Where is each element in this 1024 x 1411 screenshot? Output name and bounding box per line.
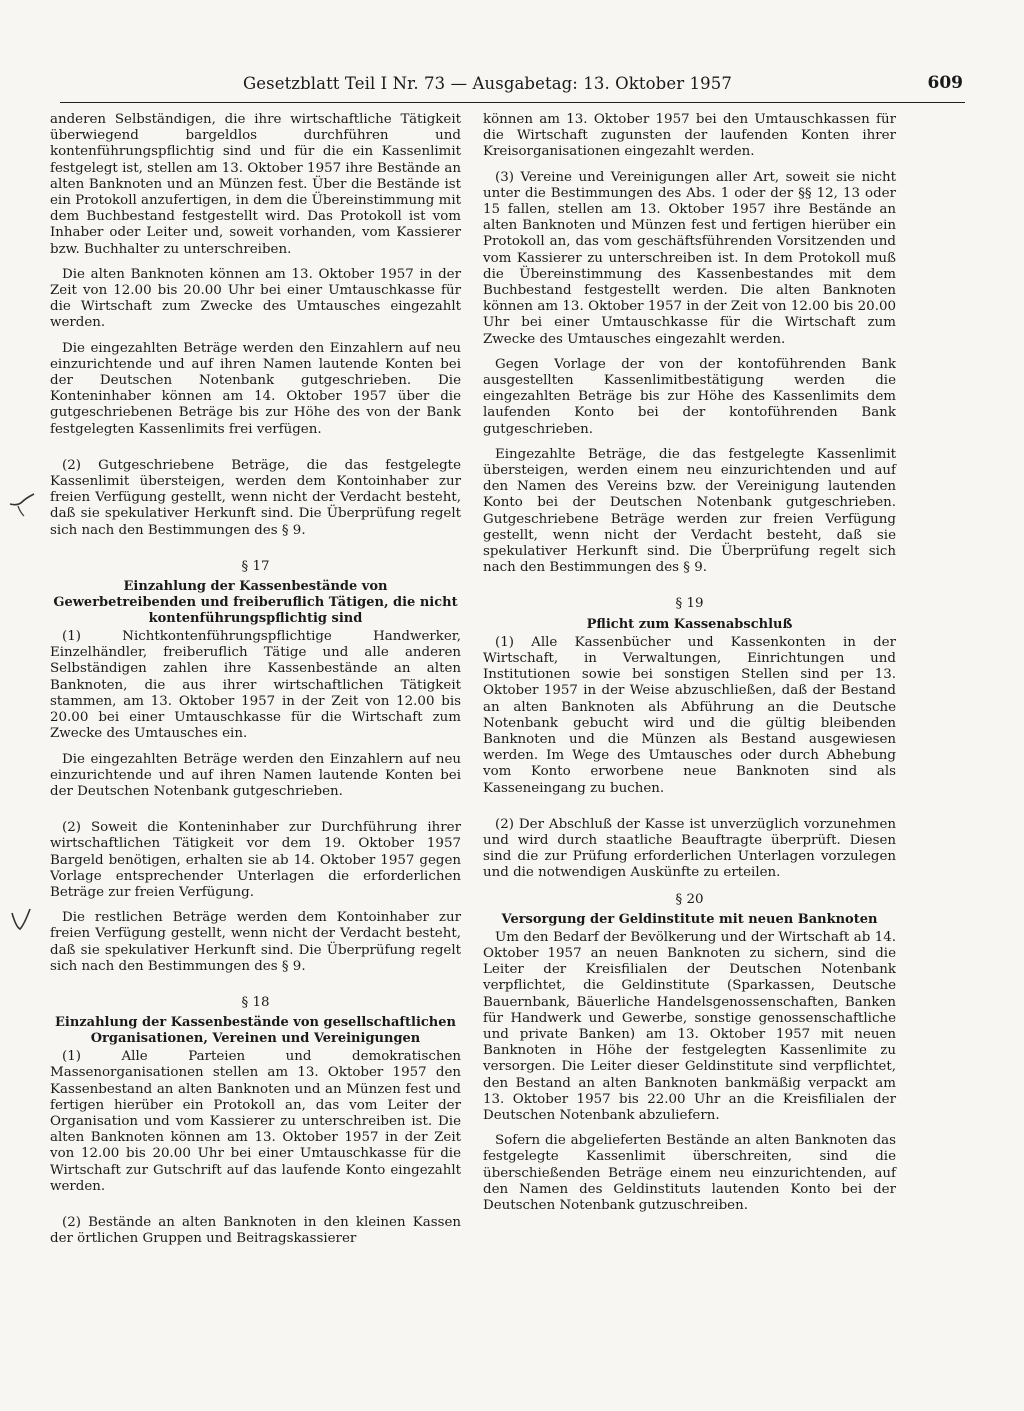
paragraph: (1) Nichtkontenführungspflichtige Handwerker, Einzelhändler, freiberuflich Tätige und alle anderen Selbständigen zahlen ihre Kassenbestände an alten Banknoten, die aus ihrer wirtschaftlichen Tätigkeit stammen, am 13. Oktober 1957 in der Zeit von 12.00 bis 20.00 bei einer Umtauschkasse für die Wirtschaft zum Zwecke des Umtausches ein. [50,629,461,742]
section-number: § 19 [675,596,704,612]
paragraph: (2) Der Abschluß der Kasse ist unverzüglich vorzunehmen und wird durch staatliche Beauftragte überprüft. Diesen sind die zur Prüfung erforderlichen Unterlagen vorzulegen und die notwendigen Auskünfte zu erteilen. [483,816,896,881]
right-column [483,112,896,1223]
paragraph: Die eingezahlten Beträge werden den Einzahlern auf neu einzurichtende und auf ihren Namen lautende Konten bei der Deutschen Notenbank gutgeschrieben. Die Konteninhaber können am 14. Oktober 1957 über die gutgeschriebenen Beträge bis zur Höhe des von der Bank festgelegten Kassenlimits frei verfügen. [50,340,461,437]
paragraph: Um den Bedarf der Bevölkerung und der Wirtschaft ab 14. Oktober 1957 an neuen Banknoten zu sichern, sind die Leiter der Kreisfilialen der Deutschen Notenbank verpflichtet, die Geldinstitute (Sparkassen, Deutsche Bauernbank, Bäuerliche Handelsgenossenschaften, Banken für Handwerk und Gewerbe, sonstige genossenschaftliche und private Banken) am 13. Oktober 1957 mit neuen Banknoten in Höhe der festgelegten Kassenlimite zu versorgen. Die Leiter dieser Geldinstitute sind verpflichtet, den Bestand an alten Banknoten bankmäßig verpackt am 13. Oktober 1957 bis 22.00 Uhr an die Kreisfilialen der Deutschen Notenbank abzuliefern. [483,929,896,1123]
margin-check-mark-icon [8,492,36,520]
paragraph: Eingezahlte Beträge, die das festgelegte Kassenlimit übersteigen, werden einem neu einzurichtenden und auf den Namen des Vereins bzw. der Vereinigung lautenden Konto bei der Deutschen Notenbank gutgeschrieben. Gutgeschriebene Beträge werden zur freien Verfügung gestellt, wenn nicht der Verdacht besteht, daß sie spekulativer Herkunft sind. Die Überprüfung regelt sich nach den Bestimmungen des § 9. [483,446,896,576]
left-column [50,112,461,1256]
header-title: Gesetzblatt Teil I Nr. 73 — Ausgabetag: 13. Oktober 1957 [243,74,732,93]
paragraph: (3) Vereine und Vereinigungen aller Art, soweit sie nicht unter die Bestimmungen des Abs. 1 oder der §§ 12, 13 oder 15 fallen, stellen am 13. Oktober 1957 ihre Bestände an alten Banknoten und Münzen fest und fertigen hierüber ein Protokoll an, das vom geschäftsführenden Vorsitzenden und vom Kassierer zu unterschreiben ist. In dem Protokoll muß die Übereinstimmung des Kassenbestandes mit dem Buchbestand festgestellt werden. Die alten Banknoten können am 13. Oktober 1957 in der Zeit von 12.00 bis 20.00 Uhr bei einer Umtauschkasse für die Wirtschaft zum Zwecke des Umtausches eingezahlt werden. [483,169,896,347]
paragraph: (1) Alle Parteien und demokratischen Massenorganisationen stellen am 13. Oktober 1957 den Kassenbestand an alten Banknoten und an Münzen fest und fertigen hierüber ein Protokoll an, das vom Leiter der Organisation und vom Kassierer zu unterschreiben ist. Die alten Banknoten können am 13. Oktober 1957 in der Zeit von 12.00 bis 20.00 Uhr bei einer Umtauschkasse für die Wirtschaft zur Gutschrift auf das laufende Konto eingezahlt werden. [50,1049,461,1194]
section-number: § 18 [241,994,270,1010]
paragraph: Die alten Banknoten können am 13. Oktober 1957 in der Zeit von 12.00 bis 20.00 Uhr bei einer Umtauschkasse für die Wirtschaft zum Zwecke des Umtausches eingezahlt werden. [50,266,461,331]
paragraph: Die eingezahlten Beträge werden den Einzahlern auf neu einzurichtende und auf ihren Namen lautende Konten bei der Deutschen Notenbank gutgeschrieben. [50,751,461,799]
section-number: § 20 [675,891,704,907]
paragraph: Gegen Vorlage der von der kontoführenden Bank ausgestellten Kassenlimitbestätigung werden die eingezahlten Beträge bis zur Höhe des Kassenlimits dem laufenden Konto bei der kontoführenden Bank gutgeschrieben. [483,356,896,437]
page-header [60,72,965,103]
paragraph: anderen Selbständigen, die ihre wirtschaftliche Tätigkeit überwiegend bargeldlos durchführen und kontenführungspflichtig sind und für die ein Kassenlimit festgelegt ist, stellen am 13. Oktober 1957 ihre Bestände an alten Banknoten und an Münzen fest. Über die Bestände ist ein Protokoll anzufertigen, in dem die Übereinstimmung mit dem Buchbestand festgestellt wird. Das Protokoll ist vom Inhaber oder Leiter und, soweit vorhanden, vom Kassierer bzw. Buchhalter zu unterschreiben. [50,112,461,257]
page-number: 609 [927,73,963,93]
margin-check-mark-icon [8,905,36,933]
section-heading: Einzahlung der Kassenbestände von Gewerbetreibenden und freiberuflich Tätigen, die nicht kontenführungspflichtig sind [53,579,458,627]
section-heading: Pflicht zum Kassenabschluß [586,616,793,632]
paragraph: (2) Bestände an alten Banknoten in den kleinen Kassen der örtlichen Gruppen und Beitragskassierer [50,1214,461,1247]
section-heading: Versorgung der Geldinstitute mit neuen Banknoten [501,911,878,927]
paragraph: können am 13. Oktober 1957 bei den Umtauschkassen für die Wirtschaft zugunsten der laufenden Konten ihrer Kreisorganisationen eingezahlt werden. [483,112,896,160]
section-number: § 17 [241,558,270,574]
paragraph: Die restlichen Beträge werden dem Kontoinhaber zur freien Verfügung gestellt, wenn nicht der Verdacht besteht, daß sie spekulativer Herkunft sind. Die Überprüfung regelt sich nach den Bestimmungen des § 9. [50,910,461,974]
paragraph: (1) Alle Kassenbücher und Kassenkonten in der Wirtschaft, in Verwaltungen, Einrichtungen und Institutionen sowie bei sonstigen Stellen sind per 13. Oktober 1957 in der Weise abzuschließen, daß der Bestand an alten Banknoten als Abführung an die Deutsche Notenbank gebucht wird und die gültig bleibenden Banknoten und die Münzen als Bestand ausgewiesen werden. Im Wege des Umtausches oder durch Abhebung vom Konto erworbene neue Banknoten sind als Kasseneingang zu buchen. [483,634,896,796]
paragraph: (2) Gutgeschriebene Beträge, die das festgelegte Kassenlimit übersteigen, werden dem Kontoinhaber zur freien Verfügung gestellt, wenn nicht der Verdacht besteht, daß sie spekulativer Herkunft sind. Die Überprüfung regelt sich nach den Bestimmungen des § 9. [50,457,461,538]
paragraph: (2) Soweit die Konteninhaber zur Durchführung ihrer wirtschaftlichen Tätigkeit vor dem 19. Oktober 1957 Bargeld benötigen, erhalten sie ab 14. Oktober 1957 gegen Vorlage entsprechender Unterlagen die erforderlichen Beträge zur freien Verfügung. [50,820,461,900]
section-heading: Einzahlung der Kassenbestände von gesellschaftlichen Organisationen, Vereinen und Vereinigungen [55,1015,456,1047]
paragraph: Sofern die abgelieferten Bestände an alten Banknoten das festgelegte Kassenlimit überschreiten, sind die überschießenden Beträge einem neu einzurichtenden, auf den Namen des Geldinstituts lautenden Konto bei der Deutschen Notenbank gutzuschreiben. [483,1133,896,1213]
